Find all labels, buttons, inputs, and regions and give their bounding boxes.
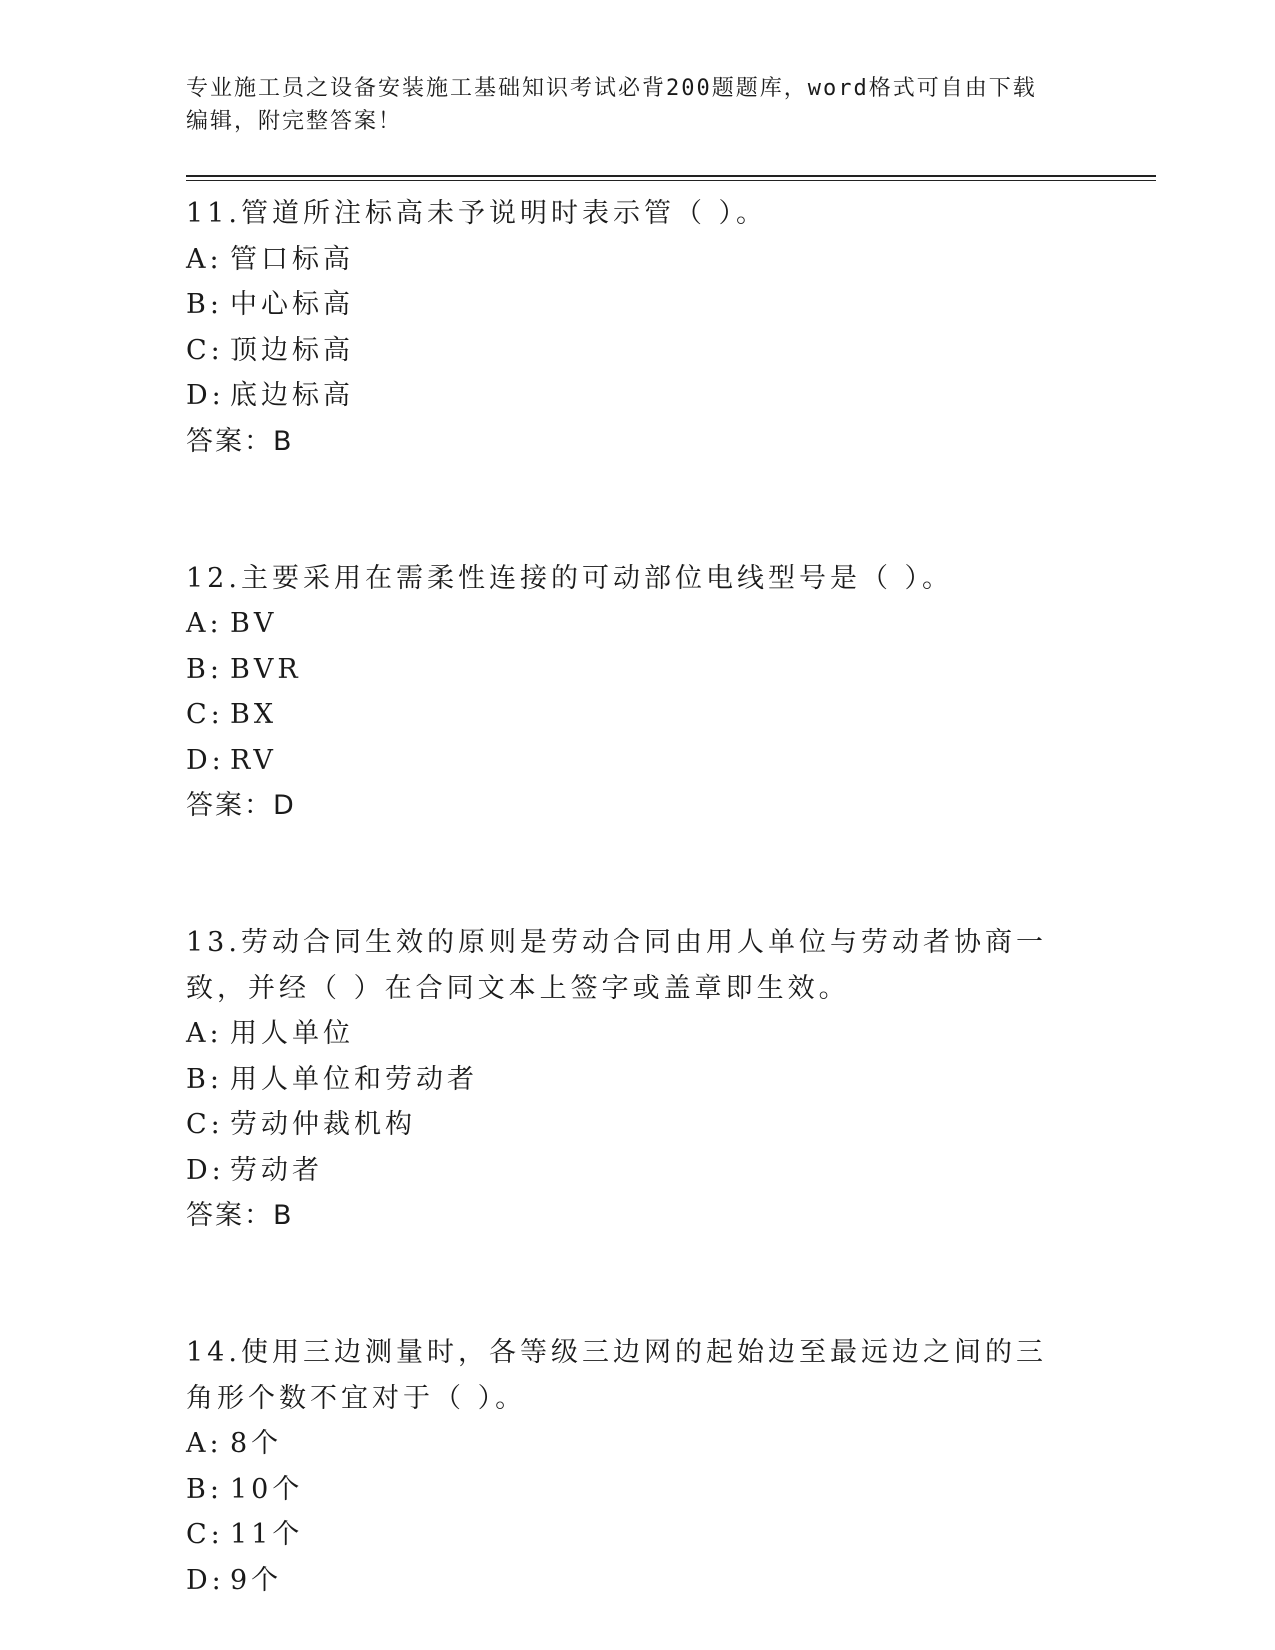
- option-c: C: BX: [186, 699, 278, 730]
- option-c: C: 劳动仲裁机构: [186, 1109, 416, 1140]
- question-12: [186, 556, 1156, 829]
- answer: 答案：D: [186, 790, 296, 821]
- option-d: D: 底边标高: [186, 380, 354, 411]
- option-b: B: 中心标高: [186, 289, 354, 320]
- document-header: [186, 72, 1066, 138]
- option-c: C: 顶边标高: [186, 334, 354, 366]
- option-b: B: 用人单位和劳动者: [186, 1063, 478, 1095]
- option-b: B: 10个: [186, 1473, 304, 1505]
- option-a: A: 用人单位: [186, 1018, 354, 1049]
- question-text: 12.主要采用在需柔性连接的可动部位电线型号是（ ）。: [186, 562, 954, 594]
- option-a: A: 管口标高: [186, 243, 354, 275]
- header-divider: [186, 175, 1156, 181]
- question-text: 14.使用三边测量时，各等级三边网的起始边至最远边之间的三角形个数不宜对于（ ）。: [186, 1337, 1047, 1414]
- option-d: D: 劳动者: [186, 1154, 323, 1186]
- answer: 答案：B: [186, 425, 294, 457]
- option-d: D: 9个: [186, 1564, 283, 1596]
- question-14: [186, 1330, 1156, 1603]
- question-11: [186, 191, 1156, 464]
- option-a: A: 8个: [186, 1428, 283, 1459]
- question-13: [186, 920, 1156, 1238]
- question-text: 13.劳动合同生效的原则是劳动合同由用人单位与劳动者协商一致，并经（ ）在合同文本上签字或盖章即生效。: [186, 927, 1047, 1004]
- option-b: B: BVR: [186, 653, 302, 685]
- document-page: [186, 72, 1156, 1603]
- header-line-2: 编辑，附完整答案！: [186, 109, 403, 134]
- option-c: C: 11个: [186, 1519, 304, 1550]
- header-line-1: 专业施工员之设备安装施工基础知识考试必背200题题库，word格式可自由下载: [186, 76, 1037, 101]
- answer: 答案：B: [186, 1200, 294, 1231]
- option-a: A: BV: [186, 608, 278, 639]
- question-text: 11.管道所注标高未予说明时表示管（ ）。: [186, 198, 768, 229]
- option-d: D: RV: [186, 744, 277, 776]
